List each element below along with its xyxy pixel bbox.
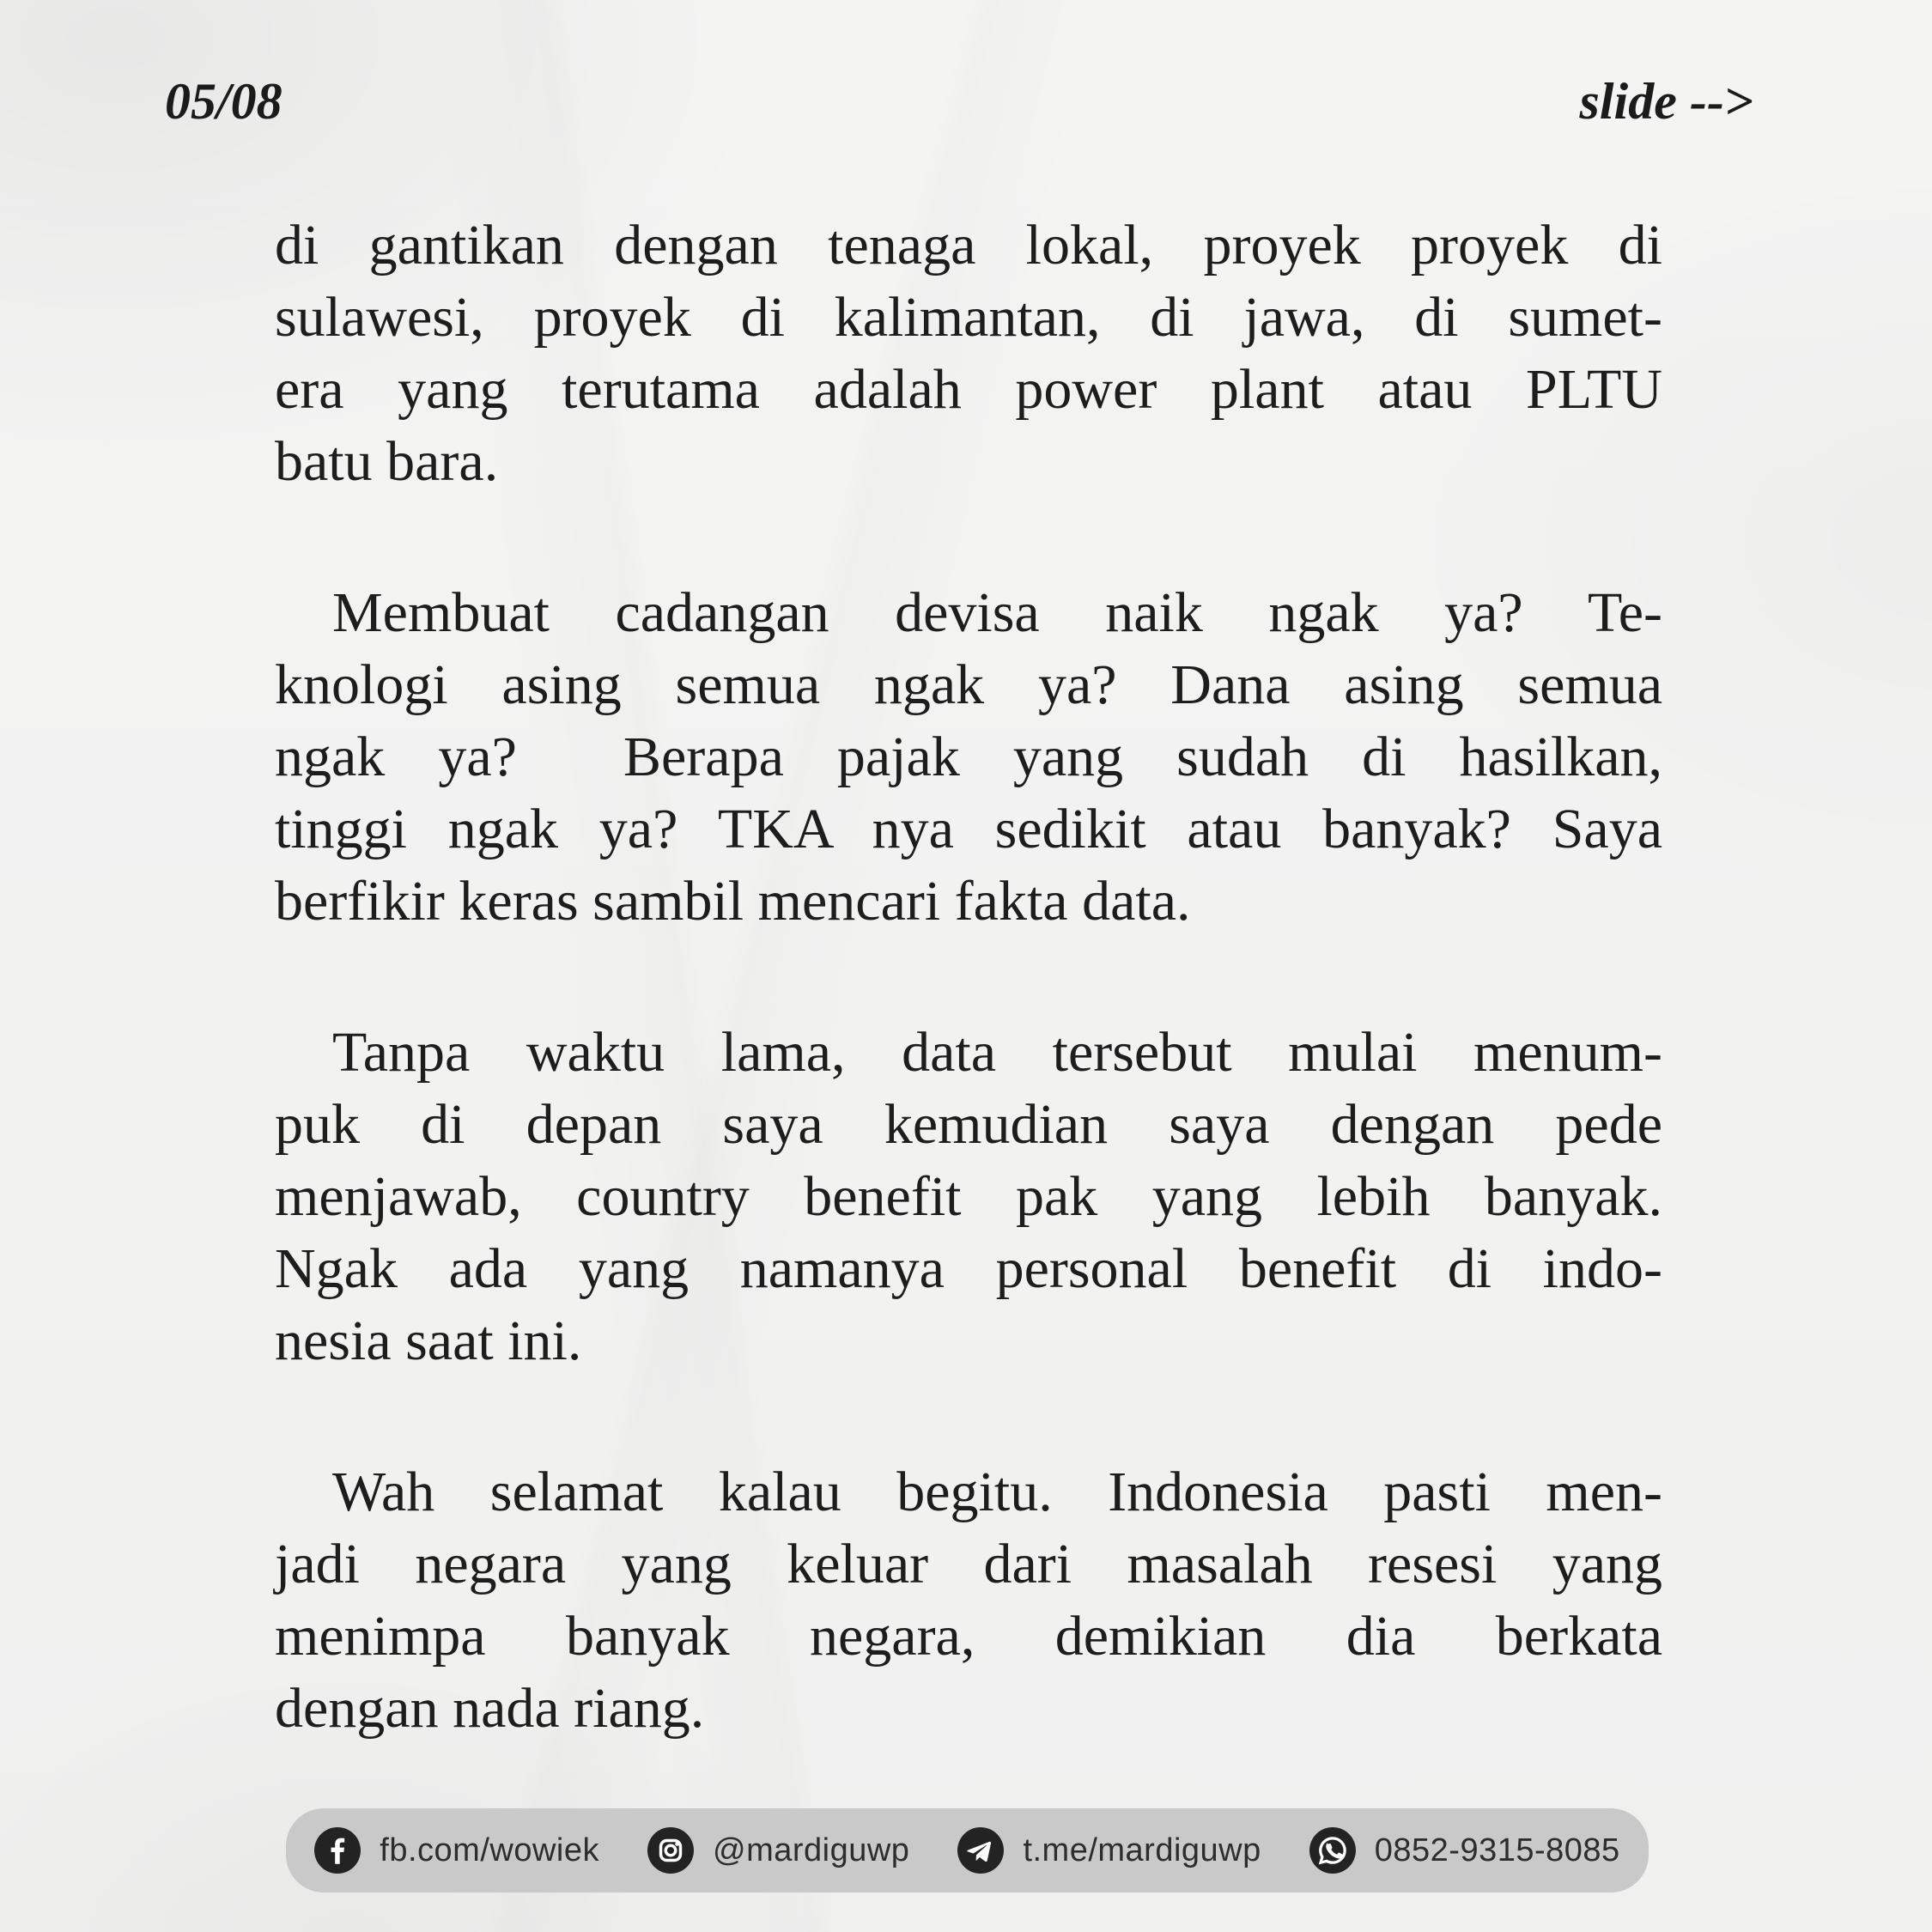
text-line: menjawab, country benefit pak yang lebih banyak. bbox=[275, 1165, 1662, 1228]
whatsapp-icon bbox=[1309, 1827, 1356, 1874]
text-line: Ngak ada yang namanya personal benefit di indo- bbox=[275, 1237, 1662, 1300]
text-line: jadi negara yang keluar dari masalah resesi yang bbox=[275, 1533, 1662, 1595]
paragraph bbox=[275, 1017, 1662, 1377]
social-label: t.me/mardiguwp bbox=[1023, 1832, 1261, 1868]
paragraph bbox=[275, 1456, 1662, 1745]
instagram-icon bbox=[647, 1827, 694, 1874]
text-line: knologi asing semua ngak ya? Dana asing semua bbox=[275, 653, 1662, 716]
text-line: di gantikan dengan tenaga lokal, proyek proyek di bbox=[275, 214, 1662, 276]
social-link-instagram[interactable] bbox=[647, 1827, 909, 1874]
text-line: batu bara. bbox=[275, 430, 499, 493]
facebook-icon bbox=[314, 1827, 361, 1874]
text-line: sulawesi, proyek di kalimantan, di jawa, di sumet- bbox=[275, 286, 1662, 349]
text-line: Membuat cadangan devisa naik ngak ya? Te- bbox=[332, 581, 1662, 644]
text-line: dengan nada riang. bbox=[275, 1677, 705, 1740]
text-line: menimpa banyak negara, demikian dia berkata bbox=[275, 1605, 1662, 1668]
text-line: puk di depan saya kemudian saya dengan pede bbox=[275, 1093, 1662, 1156]
text-line: ngak ya? Berapa pajak yang sudah di hasilkan, bbox=[275, 726, 1662, 788]
text-line: berfikir keras sambil mencari fakta data. bbox=[275, 870, 1191, 933]
social-link-facebook[interactable] bbox=[314, 1827, 599, 1874]
paragraph bbox=[275, 577, 1662, 938]
page-number: 05/08 bbox=[165, 73, 283, 130]
text-line: Wah selamat kalau begitu. Indonesia pasti men- bbox=[332, 1461, 1662, 1523]
text-line: Tanpa waktu lama, data tersebut mulai menum- bbox=[332, 1021, 1662, 1084]
social-footer-bar bbox=[286, 1808, 1649, 1893]
telegram-icon bbox=[957, 1827, 1004, 1874]
text-line: nesia saat ini. bbox=[275, 1309, 582, 1372]
paragraph bbox=[275, 210, 1662, 498]
social-link-whatsapp[interactable] bbox=[1309, 1827, 1620, 1874]
text-line: era yang terutama adalah power plant atau PLTU bbox=[275, 358, 1662, 421]
article-text bbox=[275, 210, 1662, 1745]
text-line: tinggi ngak ya? TKA nya sedikit atau banyak? Saya bbox=[275, 798, 1662, 860]
social-link-telegram[interactable] bbox=[957, 1827, 1261, 1874]
social-label: @mardiguwp bbox=[713, 1832, 910, 1868]
header bbox=[165, 72, 1753, 131]
social-label: fb.com/wowiek bbox=[380, 1832, 599, 1868]
slide-indicator[interactable]: slide --> bbox=[1579, 73, 1753, 130]
social-label: 0852-9315-8085 bbox=[1374, 1832, 1620, 1868]
